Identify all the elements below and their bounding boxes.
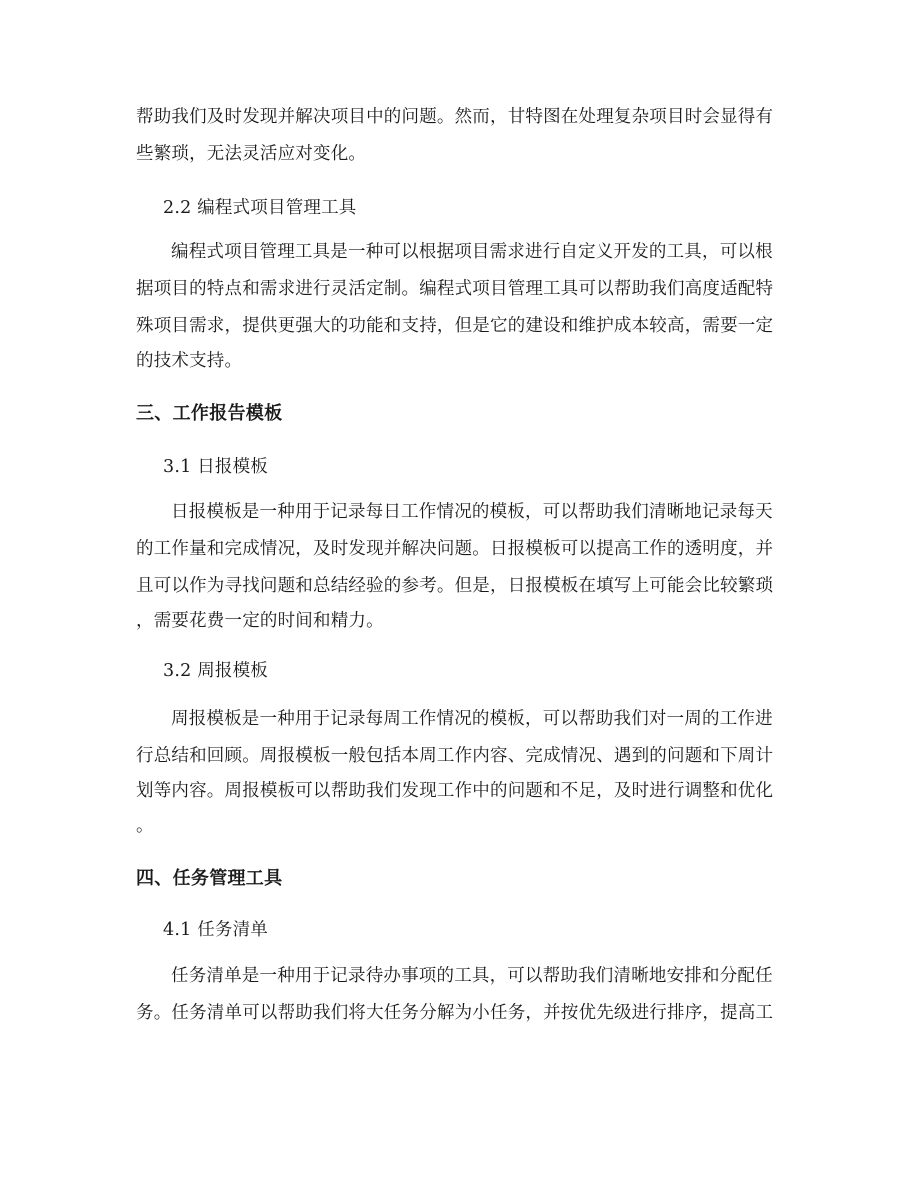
- subheading: 3.1 日报模板: [163, 457, 268, 477]
- paragraph-line: 日报模板是一种用于记录每日工作情况的模板，可以帮助我们清晰地记录每天: [171, 502, 773, 522]
- subheading: 2.2 编程式项目管理工具: [163, 198, 357, 218]
- section-heading: 三、工作报告模板: [136, 403, 283, 424]
- paragraph-line: 任务清单是一种用于记录待办事项的工具，可以帮助我们清晰地安排和分配任: [171, 966, 773, 986]
- paragraph-line: 行总结和回顾。周报模板一般包括本周工作内容、完成情况、遇到的问题和下周计: [136, 746, 774, 766]
- paragraph-line: 的技术支持。: [136, 351, 243, 371]
- paragraph-line: 编程式项目管理工具是一种可以根据项目需求进行自定义开发的工具，可以根: [171, 242, 773, 262]
- paragraph-line: 帮助我们及时发现并解决项目中的问题。然而，甘特图在处理复杂项目时会显得有: [136, 107, 774, 127]
- paragraph-line: 。: [136, 816, 154, 836]
- section-heading: 四、任务管理工具: [136, 868, 283, 889]
- paragraph-line: 划等内容。周报模板可以帮助我们发现工作中的问题和不足，及时进行调整和优化: [136, 781, 774, 801]
- paragraph-line: 些繁琐，无法灵活应对变化。: [136, 144, 367, 164]
- paragraph-line: 务。任务清单可以帮助我们将大任务分解为小任务，并按优先级进行排序，提高工: [136, 1003, 774, 1023]
- paragraph-line: 周报模板是一种用于记录每周工作情况的模板，可以帮助我们对一周的工作进: [171, 709, 773, 729]
- paragraph-line: ，需要花费一定的时间和精力。: [136, 611, 384, 631]
- paragraph-line: 殊项目需求，提供更强大的功能和支持，但是它的建设和维护成本较高，需要一定: [136, 316, 774, 336]
- subheading: 3.2 周报模板: [163, 661, 268, 681]
- paragraph-line: 且可以作为寻找问题和总结经验的参考。但是，日报模板在填写上可能会比较繁琐: [136, 576, 774, 596]
- subheading: 4.1 任务清单: [163, 920, 268, 940]
- paragraph-line: 的工作量和完成情况，及时发现并解决问题。日报模板可以提高工作的透明度，并: [136, 539, 774, 559]
- paragraph-line: 据项目的特点和需求进行灵活定制。编程式项目管理工具可以帮助我们高度适配特: [136, 279, 774, 299]
